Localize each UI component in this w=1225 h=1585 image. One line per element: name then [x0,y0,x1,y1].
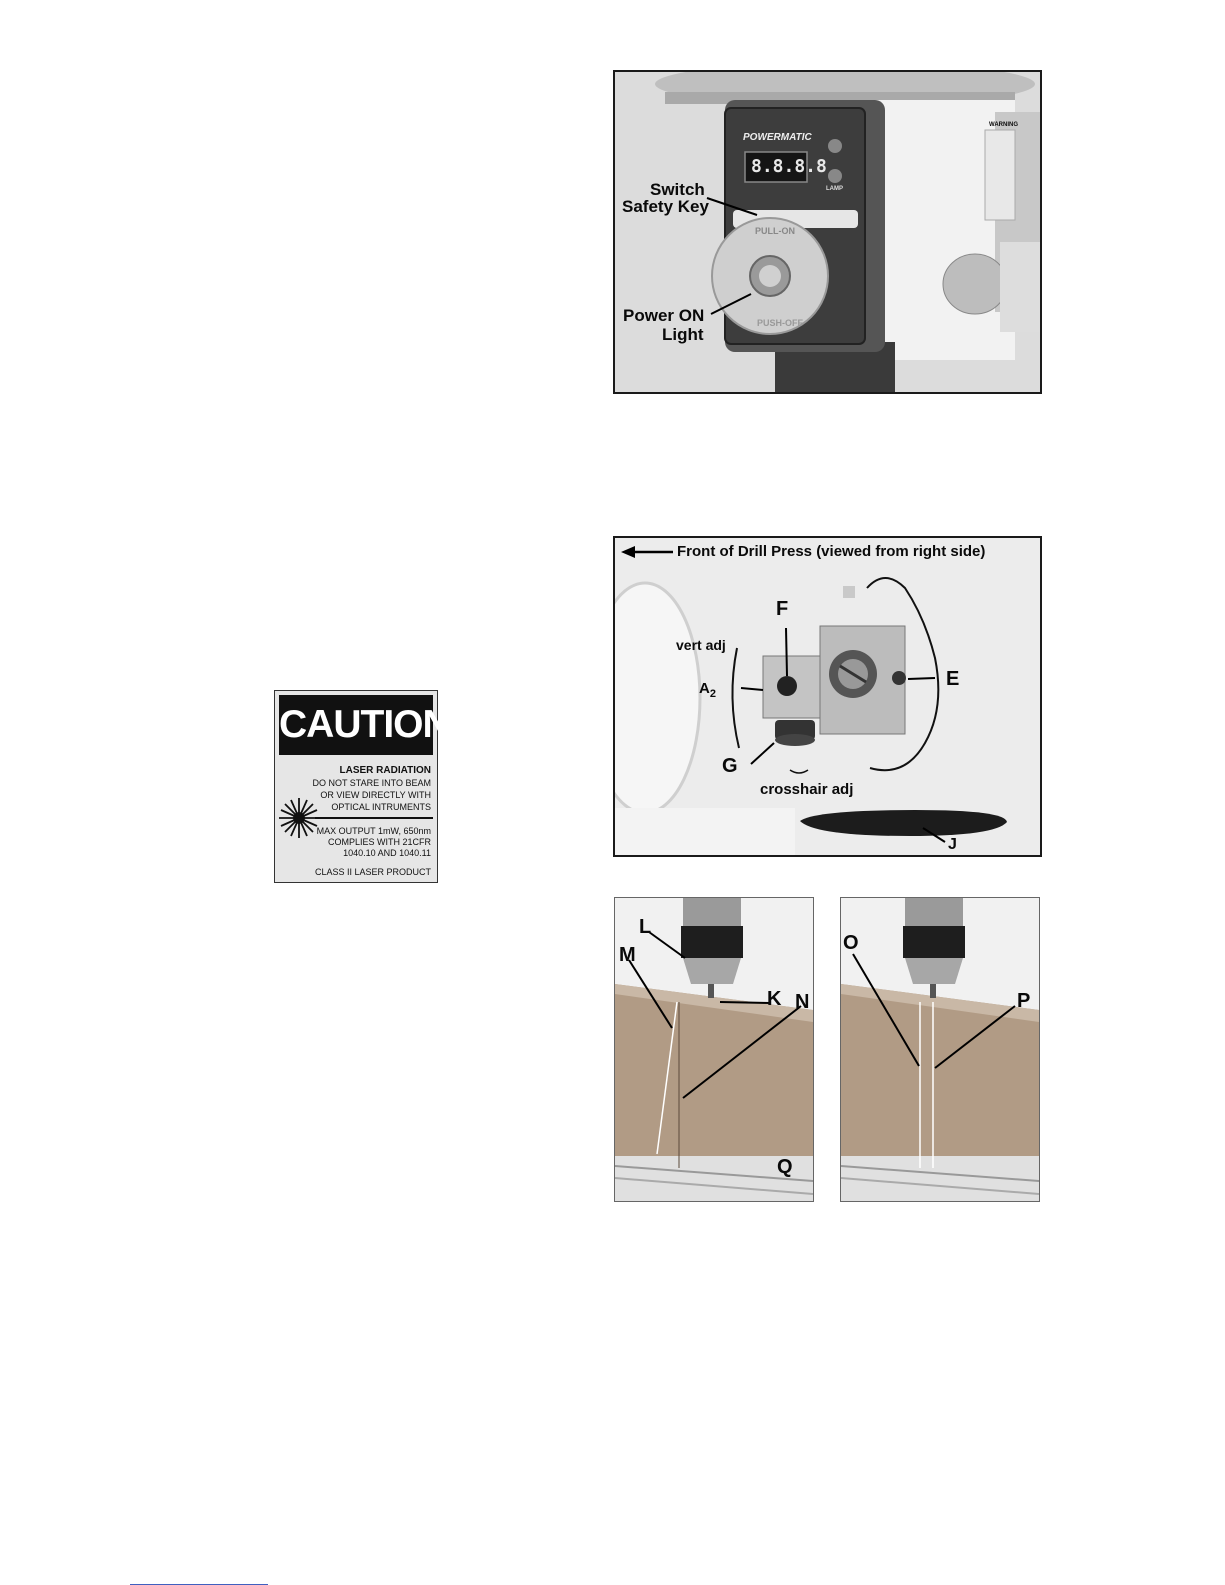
light-label: Light [662,325,704,344]
caution-line-5: MAX OUTPUT 1mW, 650nm [316,826,431,836]
warning-text: WARNING [989,122,1018,128]
laser-alignment-right-figure [840,897,1040,1202]
caution-line-3: OR VIEW DIRECTLY WITH [320,790,431,800]
caution-line-7: 1040.10 AND 1040.11 [343,848,431,858]
laser-adjustment-figure [613,536,1042,857]
label-m: M [619,944,636,966]
switch-panel-figure [613,70,1042,394]
brand-text: POWERMATIC [743,132,812,143]
front-of-drill-press-label: Front of Drill Press (viewed from right side) [677,543,986,560]
label-o: O [843,932,859,954]
lamp-text: LAMP [826,186,843,192]
label-p: P [1017,990,1031,1012]
caution-line-1: LASER RADIATION [339,765,431,776]
caution-line-4: OPTICAL INTRUMENTS [331,802,431,812]
label-a2-base: A [699,680,710,697]
digital-display: 8.8.8.8 [751,156,827,177]
label-a2 [699,680,716,700]
laser-caution-label [274,690,450,883]
vert-adj-label: vert adj [676,637,726,653]
label-q: Q [777,1156,793,1178]
caution-title: CAUTION [279,695,433,755]
caution-line-2: DO NOT STARE INTO BEAM [312,778,431,788]
dial-bottom-text: PUSH-OFF [757,318,803,328]
label-n: N [795,991,810,1013]
safety-key-label: Safety Key [622,197,709,216]
caution-line-6: COMPLIES WITH 21CFR [327,837,431,847]
label-a2-sub: 2 [709,688,716,700]
label-e: E [946,668,960,690]
laser-alignment-left-figure [614,897,814,1202]
alignment-right-illustration [841,898,1039,1201]
laser-adjustment-illustration [615,538,1040,855]
label-l: L [639,916,652,938]
label-j: J [948,836,957,853]
label-g: G [722,755,738,777]
label-f: F [776,598,789,620]
power-on-label: Power ON [623,306,705,325]
label-k: K [767,988,782,1010]
caution-line-8: CLASS II LASER PRODUCT [314,867,431,877]
dial-top-text: PULL-ON [755,226,795,236]
crosshair-adj-label: crosshair adj [760,781,854,798]
switch-label: Switch [650,180,705,199]
